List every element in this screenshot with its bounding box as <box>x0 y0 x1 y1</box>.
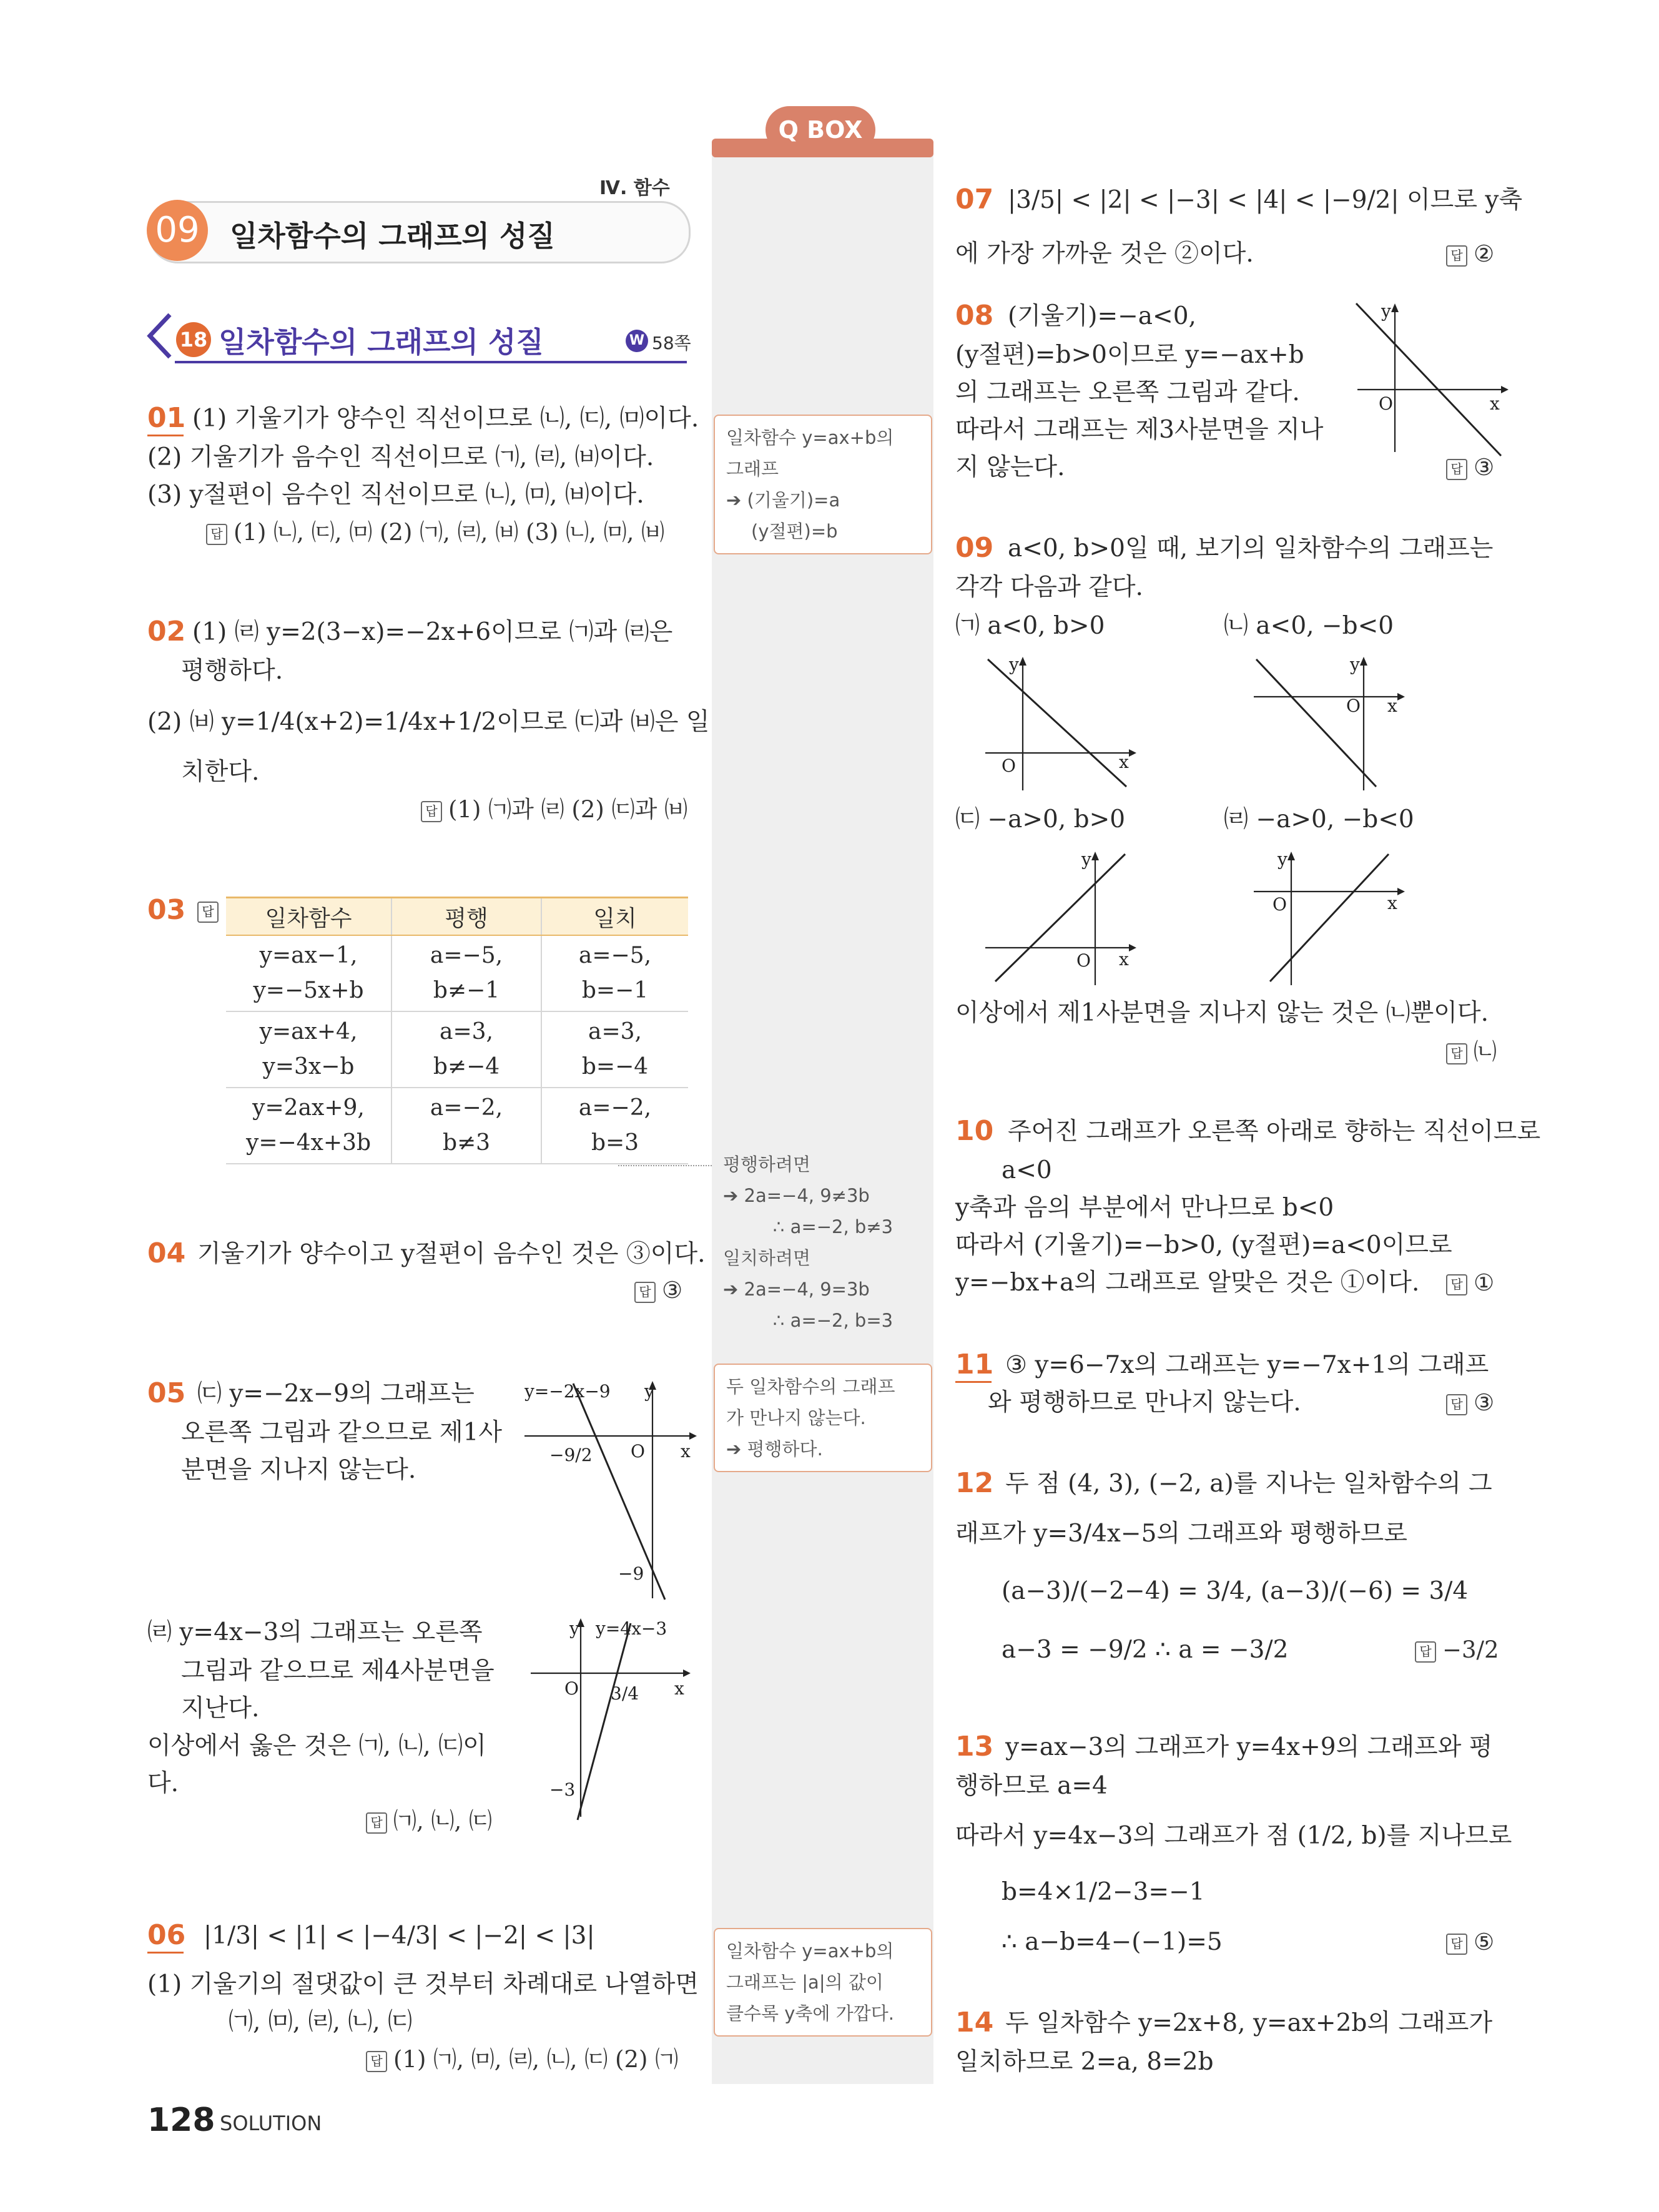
q01-line: (2) 기울기가 음수인 직선이므로 ㈀, ㈃, ㈅이다. <box>147 443 654 471</box>
answer-icon: 답 <box>197 902 219 923</box>
q10-answer-text: ① <box>1474 1269 1495 1296</box>
q08-number: 08 <box>955 300 994 332</box>
table-header: 일치 <box>541 898 688 936</box>
origin-label: O <box>1002 755 1016 776</box>
answer-icon: 답 <box>1446 459 1467 480</box>
section-number: 18 <box>176 322 211 357</box>
origin-label: O <box>631 1441 645 1462</box>
origin-label: O <box>1076 950 1091 971</box>
origin-label: O <box>564 1678 579 1699</box>
x-axis-arrow-icon <box>683 1669 691 1677</box>
q04-number: 04 <box>147 1237 186 1269</box>
q09-line: a<0, b>0일 때, 보기의 일차함수의 그래프는 <box>1008 534 1494 563</box>
y-axis-arrow-icon <box>1019 657 1026 666</box>
x-label: x <box>1490 393 1500 414</box>
cell-text: y=−4x+3b <box>246 1130 371 1156</box>
origin-label: O <box>1273 894 1287 915</box>
q13-line: ∴ a−b=4−(−1)=5 <box>1002 1928 1223 1956</box>
q08-line: (y절편)=b>0이므로 y=−ax+b <box>955 341 1304 369</box>
q08-line: 따라서 그래프는 제3사분면을 지나 <box>955 416 1324 444</box>
x-axis-arrow-icon <box>1501 386 1509 393</box>
q13-line: 행하므로 a=4 <box>955 1772 1108 1800</box>
section-title: 일차함수의 그래프의 성질 <box>219 325 544 359</box>
q10-line: y=−bx+a의 그래프로 알맞은 것은 ①이다. <box>955 1269 1420 1297</box>
q11-answer <box>1446 1384 1494 1422</box>
q09-case: ㈀ a<0, b>0 <box>955 612 1105 640</box>
qbox-note-2 <box>723 1149 893 1336</box>
q08-graph <box>1351 296 1514 458</box>
q05-answer <box>366 1802 492 1841</box>
x-label: x <box>1119 949 1129 970</box>
qbox-label: Q BOX <box>766 106 875 154</box>
q12-line: 래프가 y=3/4x−5의 그래프와 평행하므로 <box>955 1520 1407 1548</box>
x-label: x <box>1387 696 1397 716</box>
q08-line: (기울기)=−a<0, <box>1008 302 1196 330</box>
x-axis-arrow-icon <box>1129 749 1136 757</box>
graph-line <box>1356 303 1501 456</box>
q09-graph-c <box>983 844 1145 988</box>
cell-text: a=3, <box>440 1019 493 1045</box>
y-label: y <box>1009 654 1019 675</box>
q13-line: b=4×1/2−3=−1 <box>1002 1878 1205 1906</box>
y-intercept-label: −3 <box>549 1779 576 1800</box>
q12-number: 12 <box>955 1467 994 1499</box>
table-cell <box>541 1088 688 1164</box>
q01-line: (3) y절편이 음수인 직선이므로 ㈁, ㈄, ㈅이다. <box>147 481 644 509</box>
q10-line: a<0 <box>1002 1156 1052 1184</box>
note-line: ➔ (기울기)=a <box>726 489 840 511</box>
q03-table <box>226 897 688 1164</box>
x-label: x <box>1119 752 1129 772</box>
q06-line: ㈀, ㈄, ㈃, ㈁, ㈂ <box>229 2008 413 2036</box>
q13-line: y=ax−3의 그래프가 y=4x+9의 그래프와 평 <box>1005 1733 1493 1761</box>
q13-answer-text: ⑤ <box>1474 1929 1495 1955</box>
x-label: x <box>681 1441 691 1462</box>
q07-line: |3/5| < |2| < |−3| < |4| < |−9/2| 이므로 y축 <box>1008 186 1523 214</box>
table-header: 일차함수 <box>226 898 391 936</box>
answer-icon: 답 <box>634 1282 656 1303</box>
x-axis-arrow-icon <box>1397 693 1405 700</box>
table-cell <box>541 935 688 1011</box>
q09-graph-b <box>1251 649 1414 793</box>
table-header: 평행 <box>391 898 541 936</box>
y-axis-arrow-icon <box>1391 303 1399 312</box>
q06-answer-text: (1) ㈀, ㈄, ㈃, ㈁, ㈂ (2) ㈀ <box>393 2046 679 2073</box>
q01-number: 01 <box>147 402 186 434</box>
section-ref-badge: W <box>626 330 648 352</box>
table-cell <box>541 1011 688 1088</box>
answer-icon: 답 <box>366 2051 387 2072</box>
table-row <box>226 1088 688 1164</box>
chapter-title: 일차함수의 그래프의 성질 <box>230 219 555 253</box>
q10-line: 주어진 그래프가 오른쪽 아래로 향하는 직선이므로 <box>1008 1118 1541 1146</box>
q06-number: 06 <box>147 1919 186 1951</box>
q01-underline <box>147 435 184 436</box>
q09-conclusion: 이상에서 제1사분면을 지나지 않는 것은 ㈁뿐이다. <box>955 999 1489 1027</box>
q10-line: 따라서 (기울기)=−b>0, (y절편)=a<0이므로 <box>955 1231 1452 1259</box>
q07-answer <box>1446 235 1494 273</box>
page-number: 128 <box>147 2101 215 2139</box>
table-cell <box>391 935 541 1011</box>
x-intercept-label: −9/2 <box>549 1445 593 1465</box>
note-line: (y절편)=b <box>751 521 838 542</box>
y-axis-arrow-icon <box>1360 657 1367 666</box>
table-cell <box>226 1088 391 1164</box>
graph-line <box>1270 854 1389 981</box>
note-line: 일차함수 y=ax+b의 <box>726 427 894 448</box>
answer-icon: 답 <box>1446 1274 1467 1295</box>
q08-line: 지 않는다. <box>955 453 1065 481</box>
q09-case: ㈂ −a>0, b>0 <box>955 805 1126 833</box>
cell-text: b≠−4 <box>433 1054 500 1079</box>
q05-line: 그림과 같으므로 제4사분면을 <box>181 1657 495 1685</box>
q14-number: 14 <box>955 2007 994 2038</box>
answer-icon: 답 <box>1446 1043 1467 1064</box>
table-cell <box>226 935 391 1011</box>
q06-line: (1) 기울기의 절댓값이 큰 것부터 차례대로 나열하면 <box>147 1970 699 1998</box>
cell-text: b≠3 <box>442 1130 491 1156</box>
note-line: 그래프는 |a|의 값이 <box>726 1972 884 1993</box>
x-intercept-label: 3/4 <box>611 1683 639 1704</box>
qbox-note-3 <box>714 1364 932 1472</box>
q09-graph-d <box>1251 844 1414 988</box>
q12-line: 두 점 (4, 3), (−2, a)를 지나는 일차함수의 그 <box>1005 1470 1492 1498</box>
graph-line <box>578 1623 631 1820</box>
note-line: 평행하려면 <box>723 1154 811 1175</box>
y-label: y <box>644 1381 654 1402</box>
cell-text: y=ax+4, <box>259 1019 358 1045</box>
graph-eq-label: y=4x−3 <box>596 1618 667 1639</box>
q14-line: 일치하므로 2=a, 8=2b <box>955 2048 1214 2076</box>
q11-line: 와 평행하므로 만나지 않는다. <box>988 1389 1301 1417</box>
q02-answer-text: (1) ㈀과 ㈃ (2) ㈂과 ㈅ <box>448 796 688 823</box>
q08-line: 의 그래프는 오른쪽 그림과 같다. <box>955 378 1300 406</box>
qbox-leader-line <box>618 1165 712 1166</box>
y-label: y <box>1350 654 1360 675</box>
q05-line: ㈃ y=4x−3의 그래프는 오른쪽 <box>147 1618 483 1646</box>
q07-line: 에 가장 가까운 것은 ②이다. <box>955 240 1254 268</box>
x-axis-arrow-icon <box>1129 944 1136 951</box>
answer-icon: 답 <box>1446 1934 1467 1955</box>
q11-answer-text: ③ <box>1474 1389 1495 1416</box>
q12-line: a−3 = −9/2 ∴ a = −3/2 <box>1002 1636 1289 1664</box>
cell-text: a=−5, <box>430 943 503 968</box>
q09-case: ㈃ −a>0, −b<0 <box>1224 805 1414 833</box>
q11-underline <box>955 1381 992 1383</box>
chapter-number: 09 <box>147 200 208 261</box>
answer-icon: 답 <box>366 1812 387 1834</box>
q10-number: 10 <box>955 1115 994 1147</box>
q04-answer-text: ③ <box>662 1277 683 1304</box>
q02-line: 치한다. <box>181 758 260 786</box>
q12-answer <box>1415 1631 1499 1669</box>
q13-line: 따라서 y=4x−3의 그래프가 점 (1/2, b)를 지나므로 <box>955 1822 1512 1850</box>
cell-text: b=−1 <box>581 978 649 1003</box>
note-line: ➔ 평행하다. <box>726 1438 823 1460</box>
cell-text: b≠−1 <box>433 978 500 1003</box>
q05-line: 다. <box>147 1769 179 1797</box>
origin-label: O <box>1346 696 1361 716</box>
note-line: 클수록 y축에 가깝다. <box>726 2003 894 2024</box>
note-line: 일치하려면 <box>723 1247 811 1269</box>
note-line: 그래프 <box>726 458 779 479</box>
q07-number: 07 <box>955 184 994 215</box>
note-line: ∴ a=−2, b≠3 <box>773 1216 893 1237</box>
q09-case: ㈁ a<0, −b<0 <box>1224 612 1394 640</box>
table-row <box>226 1011 688 1088</box>
table-cell <box>226 1011 391 1088</box>
cell-text: y=ax−1, <box>259 943 358 968</box>
q02-line: (1) ㈃ y=2(3−x)=−2x+6이므로 ㈀과 ㈃은 <box>192 618 673 646</box>
q09-answer <box>1446 1033 1497 1071</box>
cell-text: a=−2, <box>578 1095 652 1121</box>
q05-line: 오른쪽 그림과 같으므로 제1사 <box>181 1418 503 1447</box>
q05-line: 지난다. <box>181 1694 260 1723</box>
graph-line <box>1256 659 1376 787</box>
y-axis-arrow-icon <box>1287 852 1295 860</box>
section-chevron-icon <box>145 311 175 361</box>
q02-answer <box>421 790 687 829</box>
note-line: 두 일차함수의 그래프 <box>726 1376 895 1397</box>
answer-icon: 답 <box>206 524 227 545</box>
table-cell <box>391 1011 541 1088</box>
x-axis-arrow-icon <box>689 1432 697 1440</box>
q09-number: 09 <box>955 532 994 564</box>
q11-line: ③ y=6−7x의 그래프는 y=−7x+1의 그래프 <box>1005 1351 1489 1379</box>
q13-answer <box>1446 1923 1494 1962</box>
note-line: ∴ a=−2, b=3 <box>773 1310 893 1331</box>
q09-answer-text: ㈁ <box>1474 1038 1497 1065</box>
q01-answer <box>206 513 664 552</box>
q06-answer <box>366 2040 678 2079</box>
q02-number: 02 <box>147 616 186 647</box>
x-label: x <box>674 1678 684 1699</box>
y-label: y <box>569 1618 579 1639</box>
cell-text: y=3x−b <box>262 1054 355 1079</box>
y-label: y <box>1081 849 1091 870</box>
y-axis-arrow-icon <box>1091 852 1099 860</box>
q05-line: ㈂ y=−2x−9의 그래프는 <box>197 1380 475 1408</box>
chapter-roman: Ⅳ. 함수 <box>599 177 670 199</box>
q11-number: 11 <box>955 1349 994 1380</box>
q12-answer-text: −3/2 <box>1442 1636 1499 1663</box>
cell-text: a=−2, <box>430 1095 503 1121</box>
graph-line <box>995 854 1125 981</box>
q10-line: y축과 음의 부분에서 만나므로 b<0 <box>955 1194 1334 1222</box>
section-underline <box>175 361 687 363</box>
q04-answer <box>634 1271 682 1310</box>
cell-text: b=3 <box>591 1130 639 1156</box>
q05-answer-text: ㈀, ㈁, ㈂ <box>393 1807 493 1834</box>
q12-line: (a−3)/(−2−4) = 3/4, (a−3)/(−6) = 3/4 <box>1002 1577 1469 1605</box>
q13-number: 13 <box>955 1731 994 1762</box>
y-label: y <box>1381 301 1391 322</box>
note-line: ➔ 2a=−4, 9=3b <box>723 1279 870 1300</box>
answer-icon: 답 <box>1446 1394 1467 1415</box>
y-label: y <box>1277 849 1287 870</box>
y-intercept-label: −9 <box>618 1563 644 1584</box>
q04-text: 기울기가 양수이고 y절편이 음수인 것은 ③이다. <box>197 1240 706 1268</box>
cell-text: a=−5, <box>578 943 652 968</box>
q02-line: 평행하다. <box>181 657 283 685</box>
q01-line: (1) 기울기가 양수인 직선이므로 ㈁, ㈂, ㈄이다. <box>192 405 699 433</box>
q10-answer <box>1446 1264 1494 1302</box>
q09-line: 각각 다음과 같다. <box>955 573 1143 601</box>
q05-graph-2 <box>531 1611 693 1823</box>
note-line: 일차함수 y=ax+b의 <box>726 1940 894 1962</box>
answer-icon: 답 <box>421 801 442 822</box>
x-axis-arrow-icon <box>1397 888 1405 895</box>
cell-text: a=3, <box>588 1019 642 1045</box>
page-footer-label: SOLUTION <box>220 2111 322 2135</box>
q03-number: 03 <box>147 894 186 926</box>
graph-eq-label: y=−2x−9 <box>524 1381 611 1402</box>
q05-graph-1 <box>524 1374 699 1611</box>
q06-line: |1/3| < |1| < |−4/3| < |−2| < |3| <box>204 1922 595 1950</box>
q05-line: 분면을 지나지 않는다. <box>181 1456 416 1484</box>
cell-text: y=2ax+9, <box>252 1095 365 1121</box>
section-ref-page: 58쪽 <box>652 333 691 353</box>
q14-line: 두 일차함수 y=2x+8, y=ax+2b의 그래프가 <box>1005 2009 1493 2037</box>
q08-answer-text: ③ <box>1474 454 1495 481</box>
q01-answer-text: (1) ㈁, ㈂, ㈄ (2) ㈀, ㈃, ㈅ (3) ㈁, ㈄, ㈅ <box>234 519 665 546</box>
q05-number: 05 <box>147 1377 186 1409</box>
answer-icon: 답 <box>1446 245 1467 267</box>
cell-text: b=−4 <box>581 1054 649 1079</box>
q09-graph-a <box>983 649 1145 793</box>
origin-label: O <box>1379 393 1393 414</box>
answer-icon: 답 <box>1415 1641 1436 1663</box>
x-label: x <box>1387 893 1397 913</box>
q05-line: 이상에서 옳은 것은 ㈀, ㈁, ㈂이 <box>147 1732 486 1760</box>
q06-underline <box>147 1952 184 1954</box>
cell-text: y=−5x+b <box>253 978 364 1003</box>
note-line: 가 만나지 않는다. <box>726 1407 866 1428</box>
qbox-note-1 <box>714 415 932 554</box>
q07-answer-text: ② <box>1474 240 1495 267</box>
q02-line: (2) ㈅ y=1/4(x+2)=1/4x+1/2이므로 ㈂과 ㈅은 일 <box>147 708 710 736</box>
table-row <box>226 935 688 1011</box>
note-line: ➔ 2a=−4, 9≠3b <box>723 1185 870 1206</box>
qbox-note-4 <box>714 1928 932 2037</box>
table-cell <box>391 1088 541 1164</box>
